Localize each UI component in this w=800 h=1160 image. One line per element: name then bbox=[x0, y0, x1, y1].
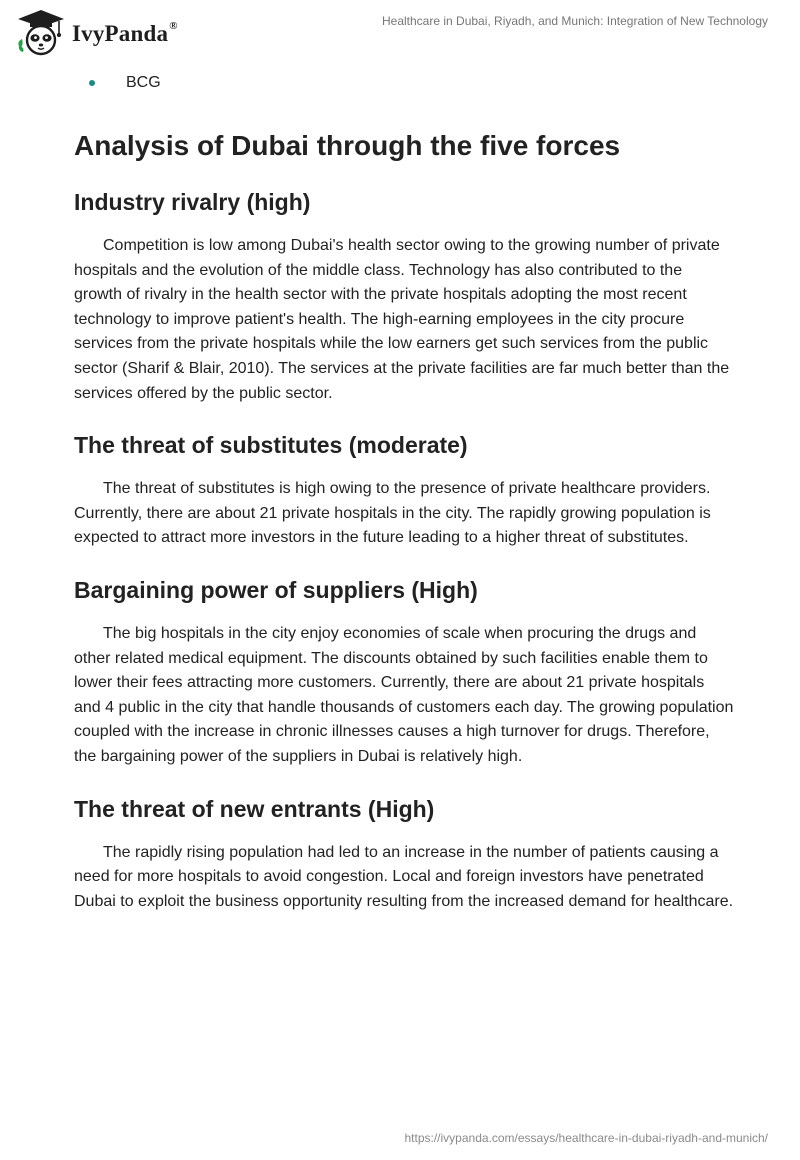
subheading-threat-of-substitutes: The threat of substitutes (moderate) bbox=[74, 432, 468, 459]
paragraph-threat-of-new-entrants: The rapidly rising population had led to an increase in the number of patients causing a need for more hospitals to avoid congestion. Local and foreign investors have penetrated Dubai to exploit the business opportunity resulting from the increased demand for healthcare. bbox=[74, 843, 734, 910]
ivypanda-logo[interactable] bbox=[14, 8, 178, 58]
paragraph-bargaining-power-suppliers: The big hospitals in the city enjoy economies of scale when procuring the drugs and other related medical equipment. The discounts obtained by such facilities enable them to lower their fees attracting more customers. Currently, there are about 21 private hospitals and 4 public in the city that handle thousands of customers each day. The growing population coupled with the increase in chronic illnesses causes a high turnover for drugs. Therefore, the bargaining power of the suppliers in Dubai is relatively high. bbox=[74, 624, 734, 765]
article-content bbox=[74, 70, 734, 914]
subheading-industry-rivalry: Industry rivalry (high) bbox=[74, 189, 311, 215]
logo-wordmark: IvyPanda® bbox=[72, 20, 178, 46]
document-title: Healthcare in Dubai, Riyadh, and Munich: Integration of New Technology bbox=[381, 14, 768, 28]
paragraph-threat-of-substitutes: The threat of substitutes is high owing to the presence of private healthcare providers. Currently, there are about 21 private hospitals in the city. The rapidly growing population is expected to attract more investors in the future leading to a higher threat of substitutes. bbox=[74, 480, 711, 547]
page-header bbox=[0, 0, 800, 64]
source-url-link[interactable]: https://ivypanda.com/essays/healthcare-in-dubai-riyadh-and-munich/ bbox=[404, 1131, 768, 1145]
panda-graduation-cap-icon bbox=[14, 8, 68, 58]
list-item-text: BCG bbox=[126, 74, 161, 91]
list-item bbox=[74, 70, 734, 96]
subheading-bargaining-power-suppliers: Bargaining power of suppliers (High) bbox=[74, 576, 478, 603]
bullet-list bbox=[74, 70, 734, 96]
bullet-icon bbox=[89, 80, 95, 86]
subheading-threat-of-new-entrants: The threat of new entrants (High) bbox=[74, 795, 435, 822]
section-heading: Analysis of Dubai through the five forces bbox=[74, 130, 621, 161]
paragraph-industry-rivalry: Competition is low among Dubai's health sector owing to the growing number of private hospitals and the evolution of the middle class. Technology has also contributed to the growth of rivalry in the health sector with the private hospitals adopting the most recent technology to improve patient's health. The high-earning employees in the city procure services from the private hospitals while the low earners get such services from the public sector (Sharif & Blair, 2010). The services at the private facilities are far much better than the services offered by the public sector. bbox=[74, 237, 730, 402]
